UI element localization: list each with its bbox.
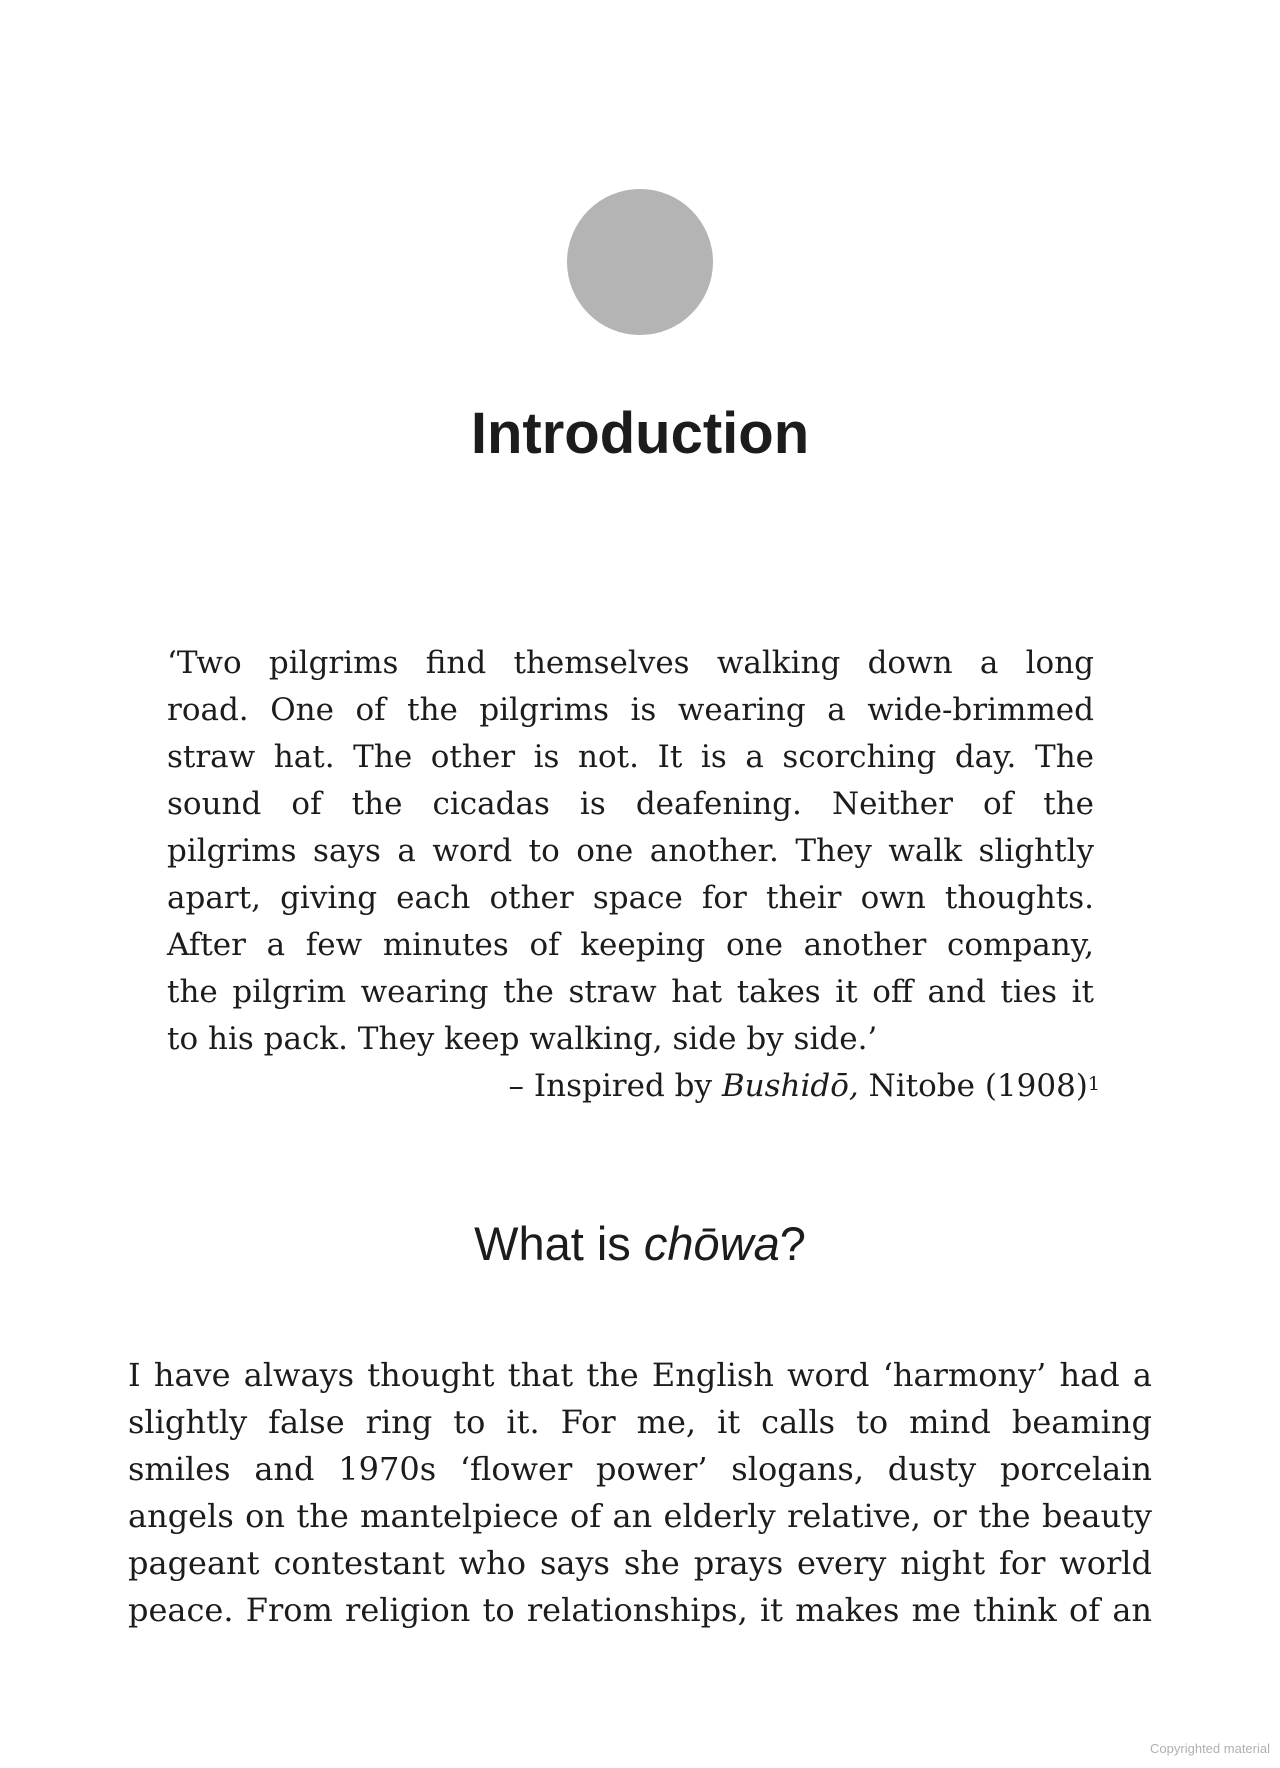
body-line: peace. From religion to relationships, it makes me think of an [128,1591,1152,1629]
epigraph-line: straw hat. The other is not. It is a scorching day. The [167,739,1094,775]
section-heading [0,1214,1280,1274]
body-line: I have always thought that the English word ‘harmony’ had a [128,1356,1152,1394]
attribution-prefix: – Inspired by [508,1068,722,1104]
epigraph-line: sound of the cicadas is deafening. Neither of the [167,786,1094,822]
epigraph-line: ‘Two pilgrims find themselves walking down a long [167,645,1094,681]
body-line: slightly false ring to it. For me, it calls to mind beaming [128,1403,1152,1441]
epigraph-line: to his pack. They keep walking, side by side.’ [167,1021,878,1057]
body-line: pageant contestant who says she prays every night for world [128,1544,1152,1582]
epigraph [167,640,1094,1063]
epigraph-line: pilgrims says a word to one another. They walk slightly [167,833,1094,869]
section-heading-prefix: What is [474,1217,644,1270]
section-heading-term: chōwa [643,1217,780,1270]
epigraph-attribution [509,1062,1100,1108]
attribution-work: Bushidō, [721,1068,859,1104]
chapter-title: Introduction [470,401,810,466]
epigraph-line: road. One of the pilgrims is wearing a wide-brimmed [167,692,1094,728]
chapter-ornament-circle [567,189,713,335]
section-heading-suffix: ? [779,1217,806,1270]
footnote-marker[interactable]: 1 [1087,1073,1100,1095]
epigraph-line: the pilgrim wearing the straw hat takes it off and ties it [167,974,1094,1010]
body-line: angels on the mantelpiece of an elderly relative, or the beauty [128,1497,1152,1535]
epigraph-line: apart, giving each other space for their own thoughts. [167,880,1094,916]
body-paragraph [128,1352,1152,1634]
attribution-author-year: Nitobe (1908) [858,1068,1088,1104]
epigraph-line: After a few minutes of keeping one another company, [167,927,1094,963]
body-line: smiles and 1970s ‘flower power’ slogans, dusty porcelain [128,1450,1152,1488]
copyright-notice: Copyrighted material [1150,1741,1270,1756]
